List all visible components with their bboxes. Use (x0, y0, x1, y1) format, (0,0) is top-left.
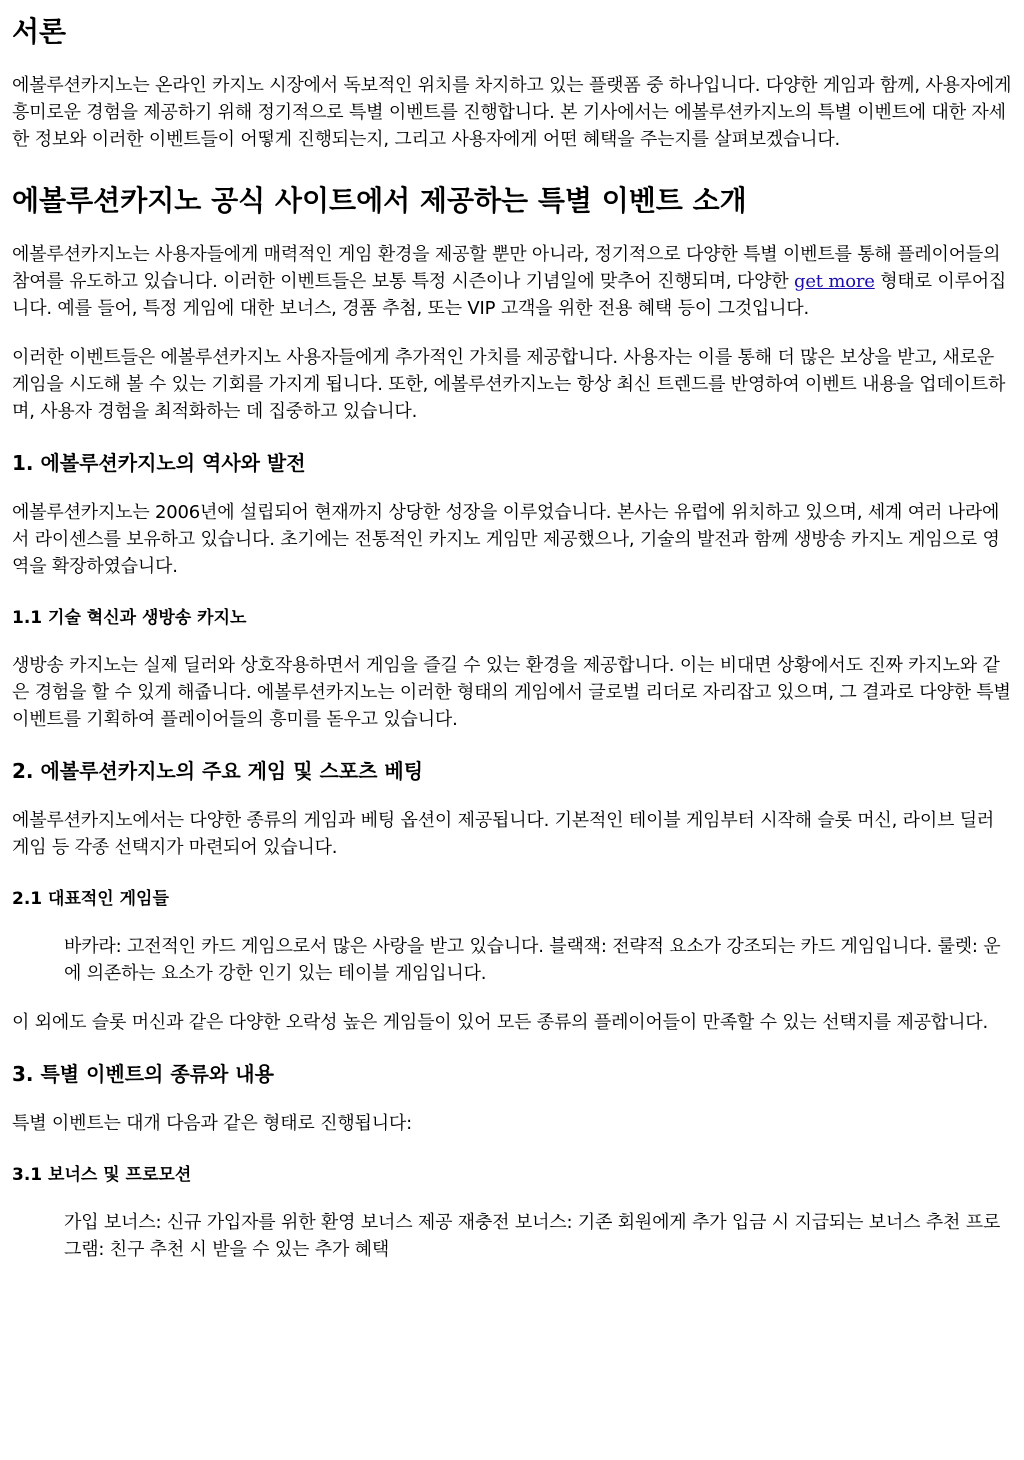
get-more-link[interactable]: get more (794, 271, 875, 292)
events-intro-heading: 에볼루션카지노 공식 사이트에서 제공하는 특별 이벤트 소개 (12, 184, 747, 217)
section-2-paragraph-2: 이 외에도 슬롯 머신과 같은 다양한 오락성 높은 게임들이 있어 모든 종류의 플레이어들이 만족할 수 있는 선택지를 제공합니다. (12, 1012, 988, 1033)
section-1-paragraph: 에볼루션카지노는 2006년에 설립되어 현재까지 상당한 성장을 이루었습니다. 본사는 유럽에 위치하고 있으며, 세계 여러 나라에서 라이센스를 보유하고 있습니다. 초기에는 전통적인 카지노 게임만 제공했으나, 기술의 발전과 함께 생방송 카지노 게임으로 영역을 확장하였습니다. (12, 502, 1000, 577)
section-3-paragraph: 특별 이벤트는 대개 다음과 같은 형태로 진행됩니다: (12, 1113, 412, 1134)
article (12, 14, 1012, 1263)
section-2-1-heading: 2.1 대표적인 게임들 (12, 889, 169, 909)
section-1-1-paragraph: 생방송 카지노는 실제 딜러와 상호작용하면서 게임을 즐길 수 있는 환경을 제공합니다. 이는 비대면 상황에서도 진짜 카지노와 같은 경험을 할 수 있게 해줍니다. 에볼루션카지노는 이러한 형태의 게임에서 글로벌 리더로 자리잡고 있으며, 그 결과로 다양한 특별 이벤트를 기획하여 플레이어들의 흥미를 돋우고 있습니다. (12, 655, 1011, 730)
section-1-heading: 1. 에볼루션카지노의 역사와 발전 (12, 451, 306, 475)
section-3-1-heading: 3.1 보너스 및 프로모션 (12, 1165, 192, 1185)
events-intro-text-before-link: 에볼루션카지노는 사용자들에게 매력적인 게임 환경을 제공할 뿐만 아니라, 정기적으로 다양한 특별 이벤트를 통해 플레이어들의 참여를 유도하고 있습니다. 이러한 이벤트들은 보통 특정 시즌이나 기념일에 맞추어 진행되며, 다양한 (12, 244, 1001, 292)
section-1-1-heading: 1.1 기술 혁신과 생방송 카지노 (12, 608, 247, 628)
events-intro-text-after-link: 형태로 이루어집니다. 예를 들어, 특정 게임에 대한 보너스, 경품 추첨, 또는 VIP 고객을 위한 전용 혜택 등이 그것입니다. (12, 271, 1007, 319)
events-intro-paragraph-1 (12, 241, 1012, 322)
section-3-1-quote: 가입 보너스: 신규 가입자를 위한 환영 보너스 제공 재충전 보너스: 기존 회원에게 추가 입금 시 지급되는 보너스 추천 프로그램: 친구 추천 시 받을 수 있는 추가 혜택 (64, 1212, 1001, 1260)
section-2-paragraph: 에볼루션카지노에서는 다양한 종류의 게임과 베팅 옵션이 제공됩니다. 기본적인 테이블 게임부터 시작해 슬롯 머신, 라이브 딜러 게임 등 각종 선택지가 마련되어 있습니다. (12, 810, 995, 858)
section-2-1-quote: 바카라: 고전적인 카드 게임으로서 많은 사랑을 받고 있습니다. 블랙잭: 전략적 요소가 강조되는 카드 게임입니다. 룰렛: 운에 의존하는 요소가 강한 인기 있는 테이블 게임입니다. (64, 936, 1001, 984)
section-3-heading: 3. 특별 이벤트의 종류와 내용 (12, 1062, 274, 1086)
intro-paragraph: 에볼루션카지노는 온라인 카지노 시장에서 독보적인 위치를 차지하고 있는 플랫폼 중 하나입니다. 다양한 게임과 함께, 사용자에게 흥미로운 경험을 제공하기 위해 정기적으로 특별 이벤트를 진행합니다. 본 기사에서는 에볼루션카지노의 특별 이벤트에 대한 자세한 정보와 이러한 이벤트들이 어떻게 진행되는지, 그리고 사용자에게 어떤 혜택을 주는지를 살펴보겠습니다. (12, 75, 1012, 150)
events-intro-paragraph-2: 이러한 이벤트들은 에볼루션카지노 사용자들에게 추가적인 가치를 제공합니다. 사용자는 이를 통해 더 많은 보상을 받고, 새로운 게임을 시도해 볼 수 있는 기회를 가지게 됩니다. 또한, 에볼루션카지노는 항상 최신 트렌드를 반영하여 이벤트 내용을 업데이트하며, 사용자 경험을 최적화하는 데 집중하고 있습니다. (12, 347, 1006, 422)
intro-heading: 서론 (12, 15, 67, 48)
section-2-heading: 2. 에볼루션카지노의 주요 게임 및 스포츠 베팅 (12, 759, 424, 783)
